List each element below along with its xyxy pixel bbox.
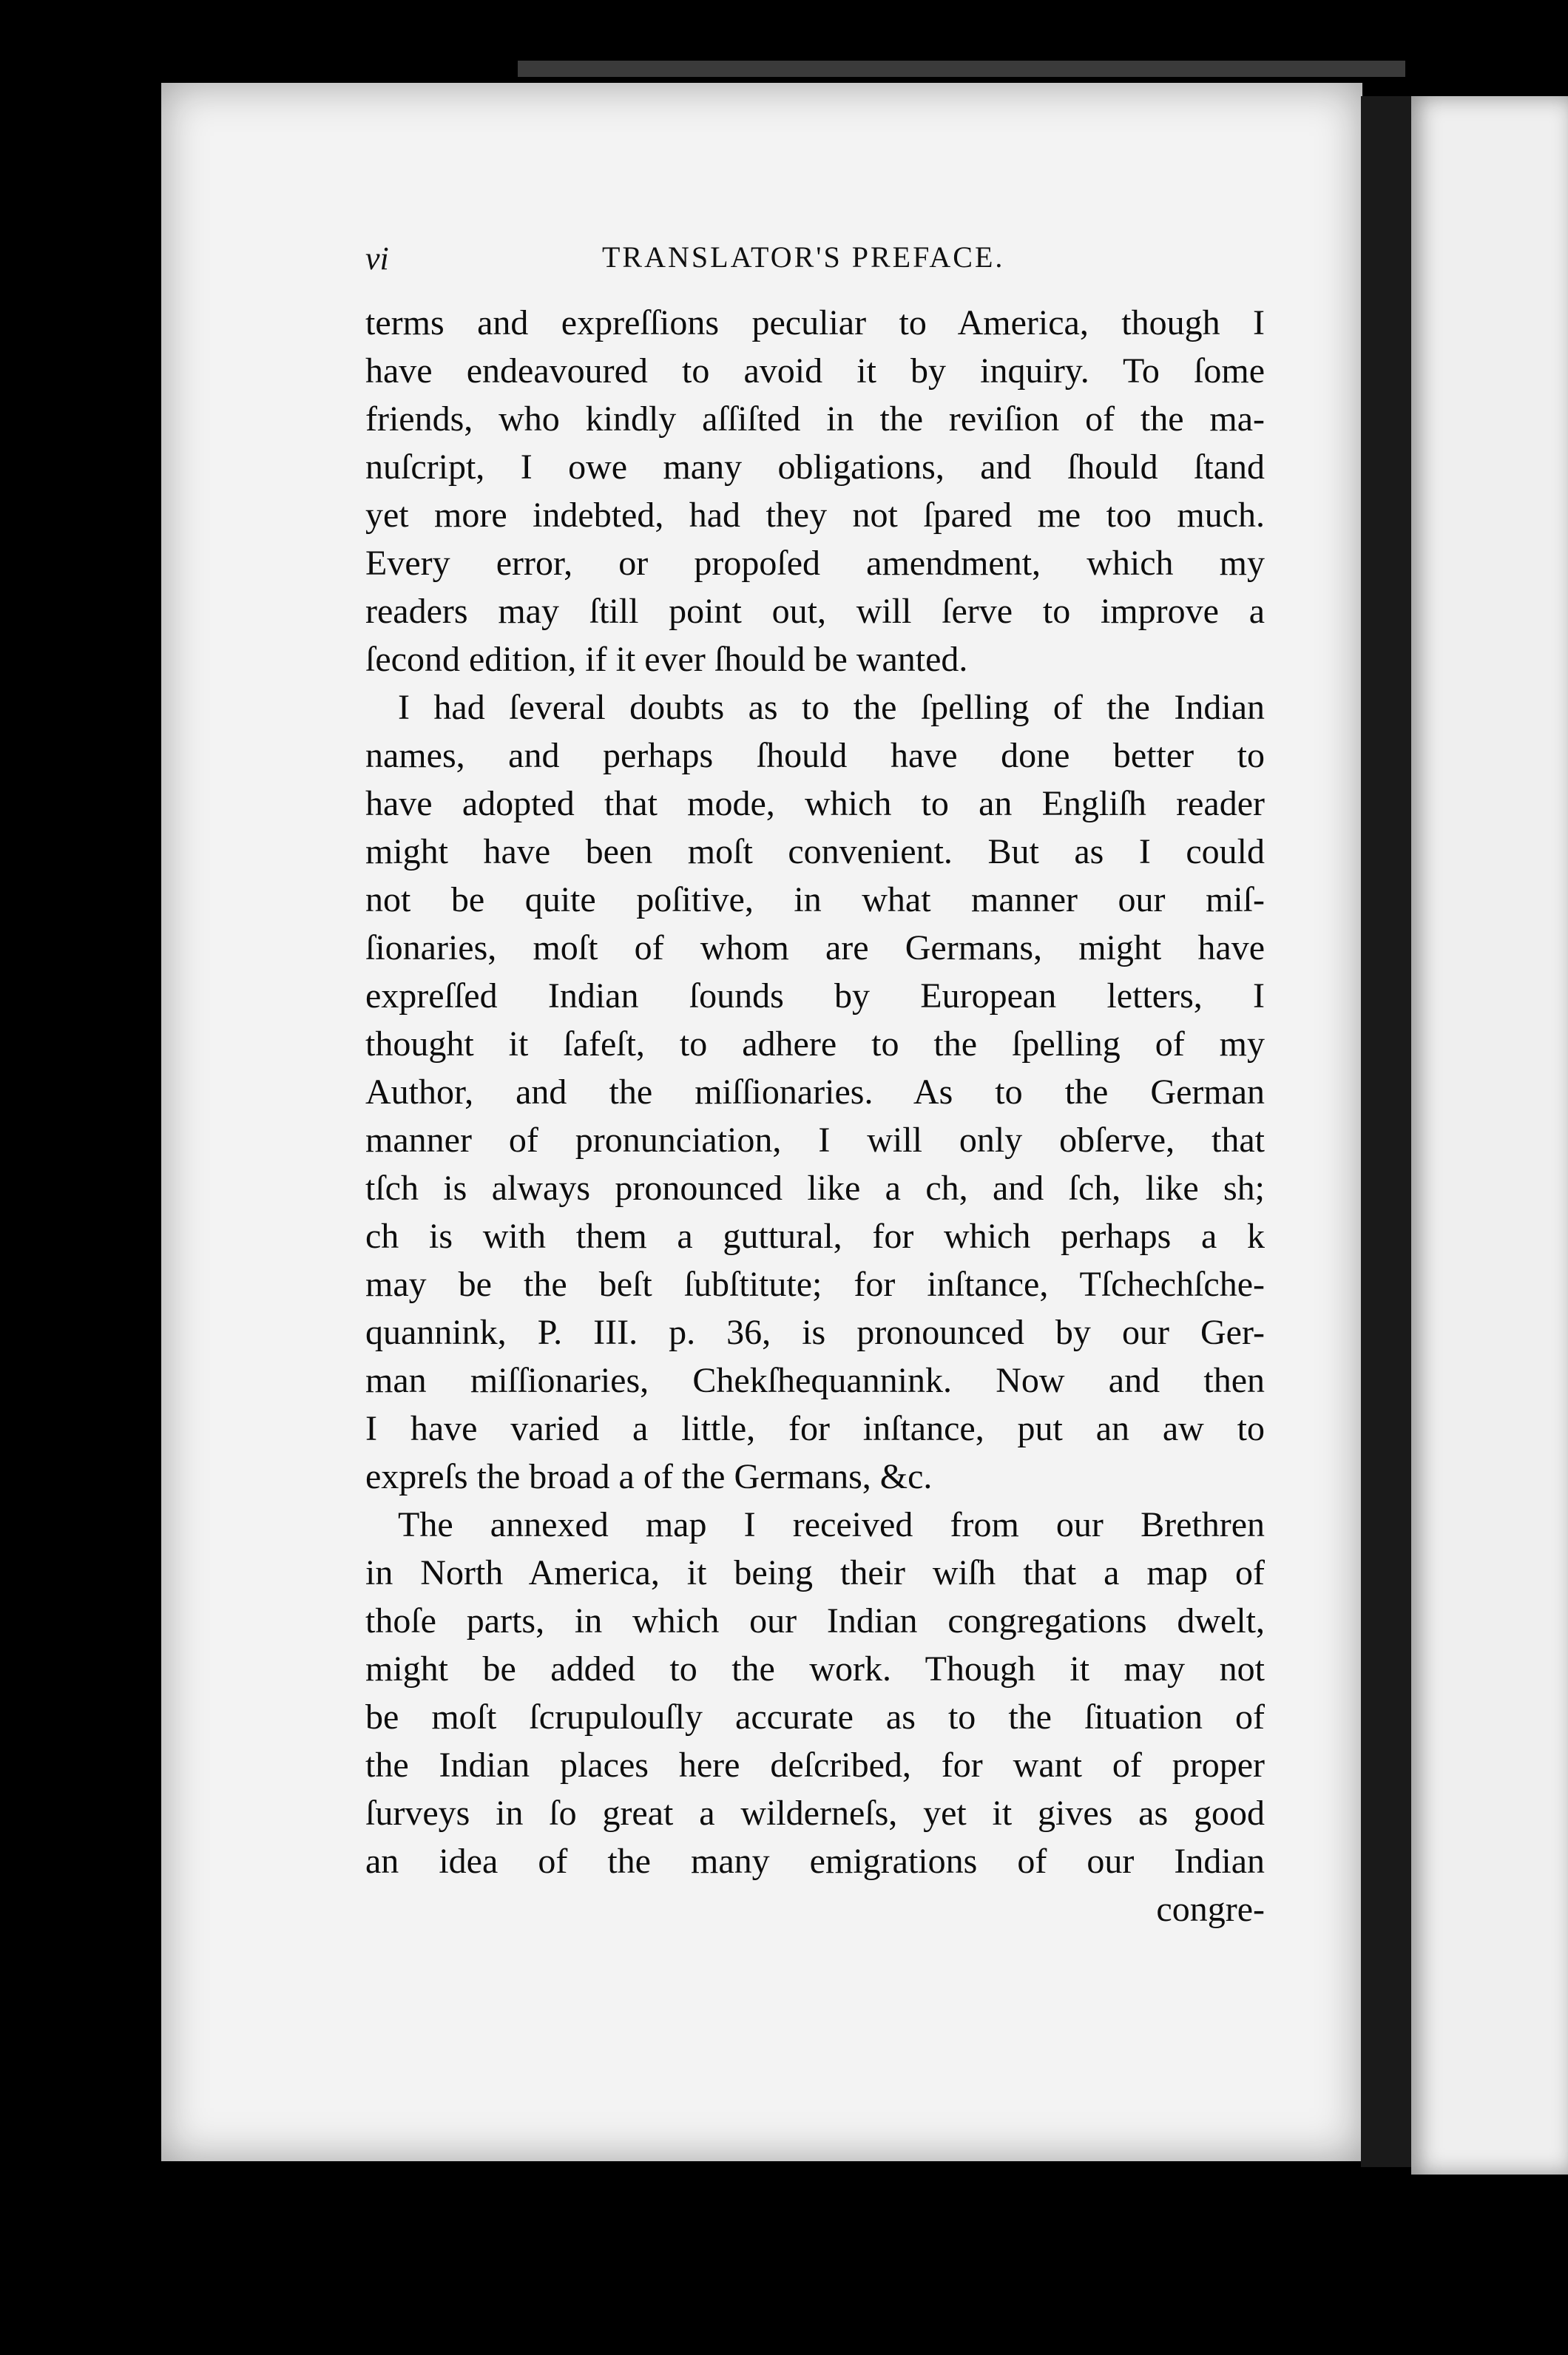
text-line: in North America, it being their wiſh that a map of (365, 1553, 1265, 1592)
text-line: yet more indebted, had they not ſpared me too much. (365, 496, 1265, 535)
text-line: ſecond edition, if it ever ſhould be wanted. (365, 640, 968, 679)
text-line: The annexed map I received from our Brethren (398, 1505, 1265, 1544)
text-line: Every error, or propoſed amendment, which my (365, 544, 1265, 583)
text-line: have adopted that mode, which to an Engliſh reader (365, 784, 1265, 823)
book-gutter (1361, 96, 1413, 2167)
text-line: Author, and the miſſionaries. As to the German (365, 1072, 1265, 1112)
page-number: vi (365, 240, 389, 277)
text-line: names, and perhaps ſhould have done better to (365, 736, 1265, 775)
text-line: an idea of the many emigrations of our Indian (365, 1842, 1265, 1881)
text-line: may be the beſt ſubſtitute; for inſtance, Tſchechſche- (365, 1265, 1265, 1304)
text-line: ch is with them a guttural, for which perhaps a k (365, 1217, 1265, 1256)
text-line: man miſſionaries, Chekſhequannink. Now and then (365, 1361, 1265, 1400)
text-line: thoſe parts, in which our Indian congregations dwelt, (365, 1601, 1265, 1641)
page-header (365, 237, 1260, 281)
text-line: have endeavoured to avoid it by inquiry. To ſome (365, 351, 1265, 391)
text-line: readers may ſtill point out, will ſerve to improve a (365, 592, 1265, 631)
text-line: nuſcript, I owe many obligations, and ſhould ſtand (365, 447, 1265, 487)
preface-text (365, 299, 1265, 1933)
text-line: I have varied a little, for inſtance, put an aw to (365, 1409, 1265, 1448)
text-line: I had ſeveral doubts as to the ſpelling of the Indian (398, 688, 1265, 727)
text-line: not be quite poſitive, in what manner our miſ- (365, 880, 1265, 919)
text-line: the Indian places here deſcribed, for want of proper (365, 1746, 1265, 1785)
text-line: expreſs the broad a of the Germans, &c. (365, 1457, 933, 1496)
text-line: tſch is always pronounced like a ch, and ſch, like sh; (365, 1169, 1265, 1208)
right-page (1411, 96, 1568, 2175)
text-line: ſionaries, moſt of whom are Germans, might have (365, 928, 1265, 967)
text-line: quannink, P. III. p. 36, is pronounced by our Ger- (365, 1313, 1265, 1352)
running-head: TRANSLATOR'S PREFACE. (602, 240, 1005, 274)
text-line: manner of pronunciation, I will only obſerve, that (365, 1121, 1265, 1160)
text-line: might have been moſt convenient. But as I could (365, 832, 1265, 871)
text-line: be moſt ſcrupulouſly accurate as to the ſituation of (365, 1697, 1265, 1737)
text-line: might be added to the work. Though it may not (365, 1649, 1265, 1689)
catchword: congre- (1156, 1890, 1265, 1929)
scan-top-strip (518, 61, 1405, 77)
text-line: ſurveys in ſo great a wilderneſs, yet it gives as good (365, 1794, 1265, 1833)
text-line: expreſſed Indian ſounds by European letters, I (365, 976, 1265, 1016)
text-line: terms and expreſſions peculiar to America, though I (365, 303, 1265, 342)
text-line: thought it ſafeſt, to adhere to the ſpelling of my (365, 1024, 1265, 1064)
text-line: friends, who kindly aſſiſted in the reviſion of the ma- (365, 399, 1265, 439)
